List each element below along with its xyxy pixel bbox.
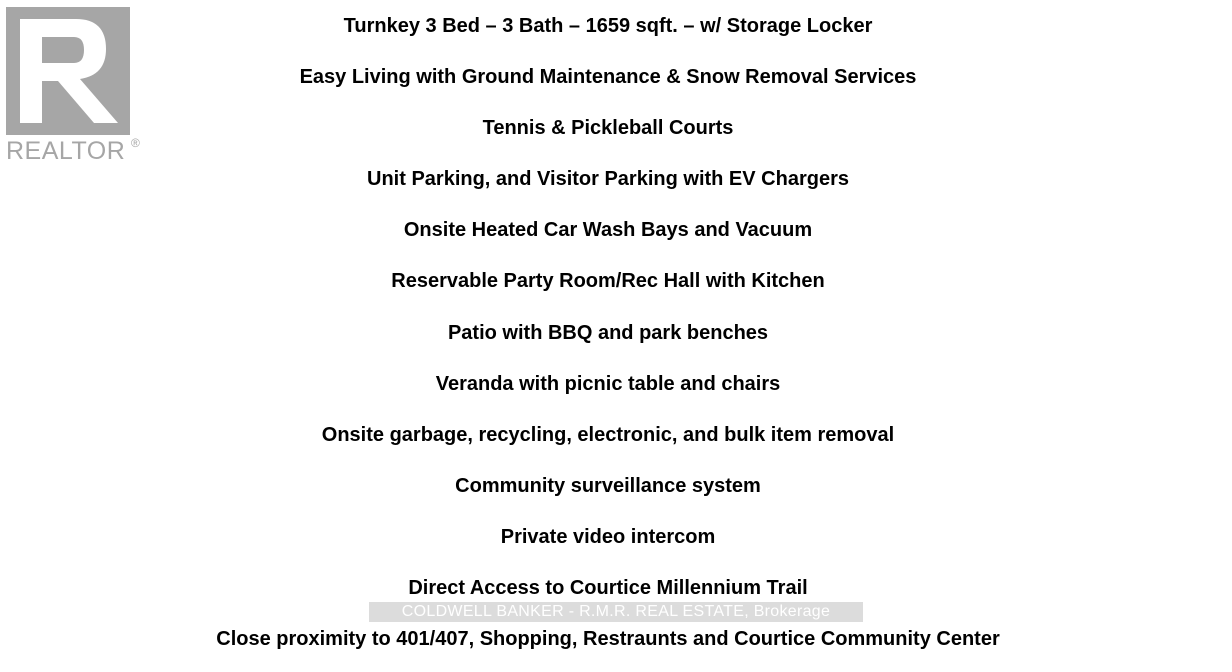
feature-item: Tennis & Pickleball Courts — [482, 117, 734, 139]
feature-item: Private video intercom — [500, 526, 716, 548]
registered-mark: ® — [131, 136, 140, 150]
feature-item: Community surveillance system — [455, 475, 761, 497]
feature-item: Veranda with picnic table and chairs — [435, 373, 781, 395]
feature-item: Direct Access to Courtice Millennium Trail — [408, 577, 808, 599]
feature-item: Onsite garbage, recycling, electronic, and bulk item removal — [321, 424, 895, 446]
feature-item: Onsite Heated Car Wash Bays and Vacuum — [403, 219, 813, 241]
feature-item: Unit Parking, and Visitor Parking with EV Chargers — [367, 168, 849, 190]
realtor-logo-label: REALTOR — [6, 137, 126, 165]
feature-item: Close proximity to 401/407, Shopping, Restraunts and Courtice Community Center — [216, 628, 1000, 650]
feature-item: Turnkey 3 Bed – 3 Bath – 1659 sqft. – w/ Storage Locker — [343, 15, 873, 37]
feature-item: Patio with BBQ and park benches — [447, 322, 769, 344]
feature-item: Reservable Party Room/Rec Hall with Kitchen — [391, 270, 825, 292]
brokerage-watermark: COLDWELL BANKER - R.M.R. REAL ESTATE, Brokerage — [369, 602, 863, 622]
feature-item: Easy Living with Ground Maintenance & Snow Removal Services — [299, 66, 917, 88]
